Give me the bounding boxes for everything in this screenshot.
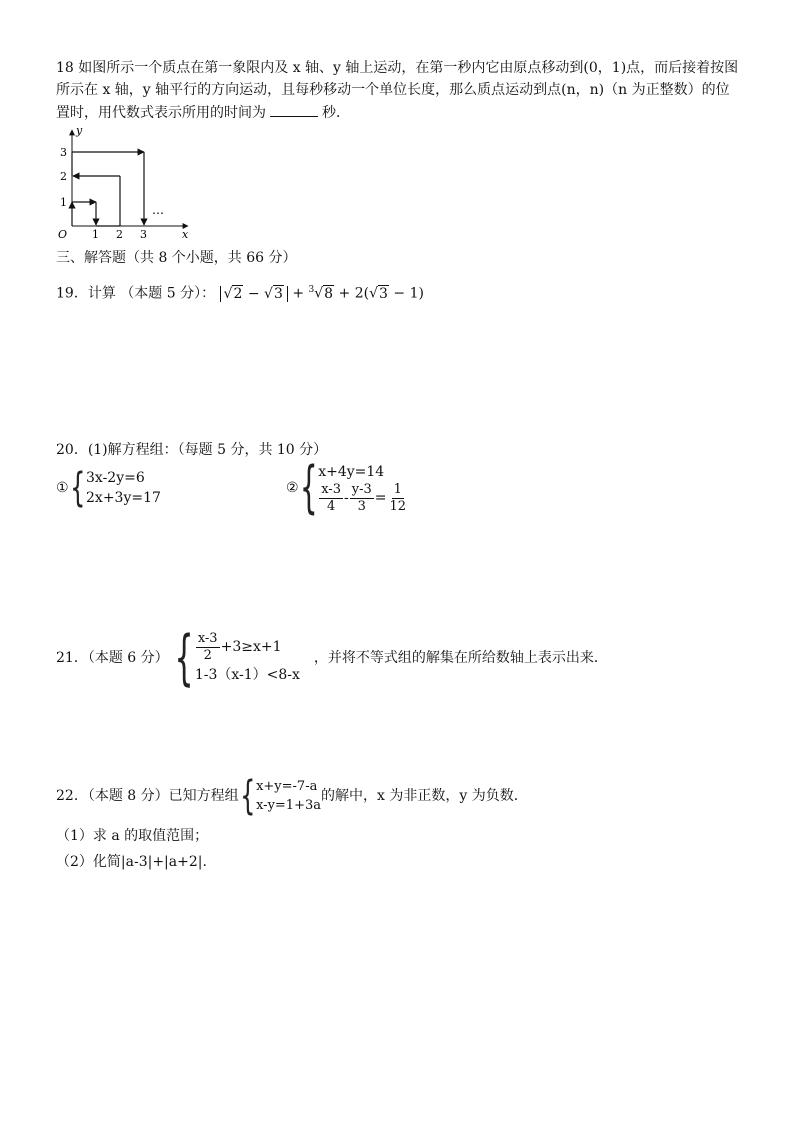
q19: 19．计算 （本题 5 分）： √2 − √3 + $^3$√8 + 2(√3 − 1) (56, 285, 424, 302)
q18-line3 (56, 102, 350, 123)
q19-tail: − 1) (393, 285, 424, 302)
equals-sign: = (374, 490, 387, 506)
cube-root-index: 3 (308, 285, 315, 295)
q22-eq1: x+y=-7-a (256, 779, 318, 794)
q21 (56, 623, 608, 693)
q20-eq3: x+4y=14 (318, 463, 385, 480)
origin-label: O (58, 228, 68, 241)
q20-eq4 (318, 482, 409, 515)
q22-prefix: 22．（本题 8 分）已知方程组 (56, 788, 239, 804)
q20-eq2: 2x+3y=17 (86, 490, 161, 506)
q22 (56, 773, 528, 819)
sqrt-2: 2 (233, 285, 243, 302)
fraction: $\frac{1}{12}$ (389, 481, 407, 514)
q21-ineq2: 1-3（x-1）<8-x (194, 666, 300, 683)
left-brace: { (174, 623, 194, 693)
q20-system-2 (286, 455, 409, 520)
q18-path-figure (56, 126, 196, 242)
sqrt-3: 3 (273, 285, 283, 302)
q20-system-1 (56, 465, 161, 511)
cbrt-8: 8 (324, 285, 334, 302)
q18-line2: 所示在 x 轴，y 轴平行的方向运动，且每秒移动一个单位长度，那么质点运动到点(n，n)（n 为正整数）的位 (56, 82, 730, 98)
minus-sign: - (343, 490, 349, 506)
q22-sub1: （1）求 a 的取值范围； (56, 828, 209, 844)
q21-ineq1-tail: +3≥x+1 (220, 639, 282, 655)
q20-eq1: 3x-2y=6 (86, 470, 145, 486)
x-axis-label: x (182, 228, 189, 241)
sqrt-3b: 3 (379, 285, 388, 302)
fraction: $\frac{x-3}{4}$ (321, 481, 341, 514)
q20-title: 20．(1)解方程组：（每题 5 分，共 10 分） (56, 442, 328, 458)
x-tick-2: 2 (116, 228, 123, 241)
q18-line3-text: 置时，用代数式表示所用的时间为 (56, 105, 266, 121)
q22-sub2: （2）化简|a-3|+|a+2|. (56, 854, 207, 870)
y-tick-1: 1 (60, 196, 67, 209)
q20-mark-2: ② (286, 480, 299, 496)
q22-suffix: 的解中，x 为非正数，y 为负数． (321, 788, 528, 804)
y-axis-label: y (76, 126, 83, 137)
q18-unit: 秒． (322, 105, 350, 121)
q18-line1: 18 如图所示一个质点在第一象限内及 x 轴、y 轴上运动，在第一秒内它由原点移动到(0，1)点，而后接着按图 (56, 60, 739, 76)
section-title: 三、解答题（共 8 个小题，共 66 分） (56, 250, 297, 266)
q21-suffix: ，并将不等式组的解集在所给数轴上表示出来． (313, 650, 608, 666)
x-tick-3: 3 (140, 228, 147, 241)
fraction: $\frac{x-3}{2}$ (197, 630, 218, 663)
q21-prefix: 21．（本题 6 分） (56, 650, 169, 666)
plus-sign: + (292, 285, 305, 302)
q21-ineq1 (195, 631, 300, 664)
continuation-ellipsis: … (152, 203, 164, 217)
left-brace: { (239, 773, 255, 819)
q19-prefix: 19．计算 （本题 5 分）： (56, 285, 216, 302)
absolute-value: √2 − √3 (220, 286, 288, 302)
coef-term: + 2( (338, 285, 370, 302)
left-brace: { (299, 455, 318, 520)
y-tick-3: 3 (60, 146, 67, 159)
y-tick-2: 2 (60, 170, 67, 183)
q22-eq2: x-y=1+3a (256, 798, 321, 813)
left-brace: { (69, 465, 85, 511)
answer-blank[interactable] (270, 102, 318, 117)
fraction: $\frac{y-3}{3}$ (351, 481, 372, 514)
minus-sign: − (247, 285, 260, 302)
x-tick-1: 1 (92, 228, 99, 241)
q20-mark-1: ① (56, 480, 69, 496)
